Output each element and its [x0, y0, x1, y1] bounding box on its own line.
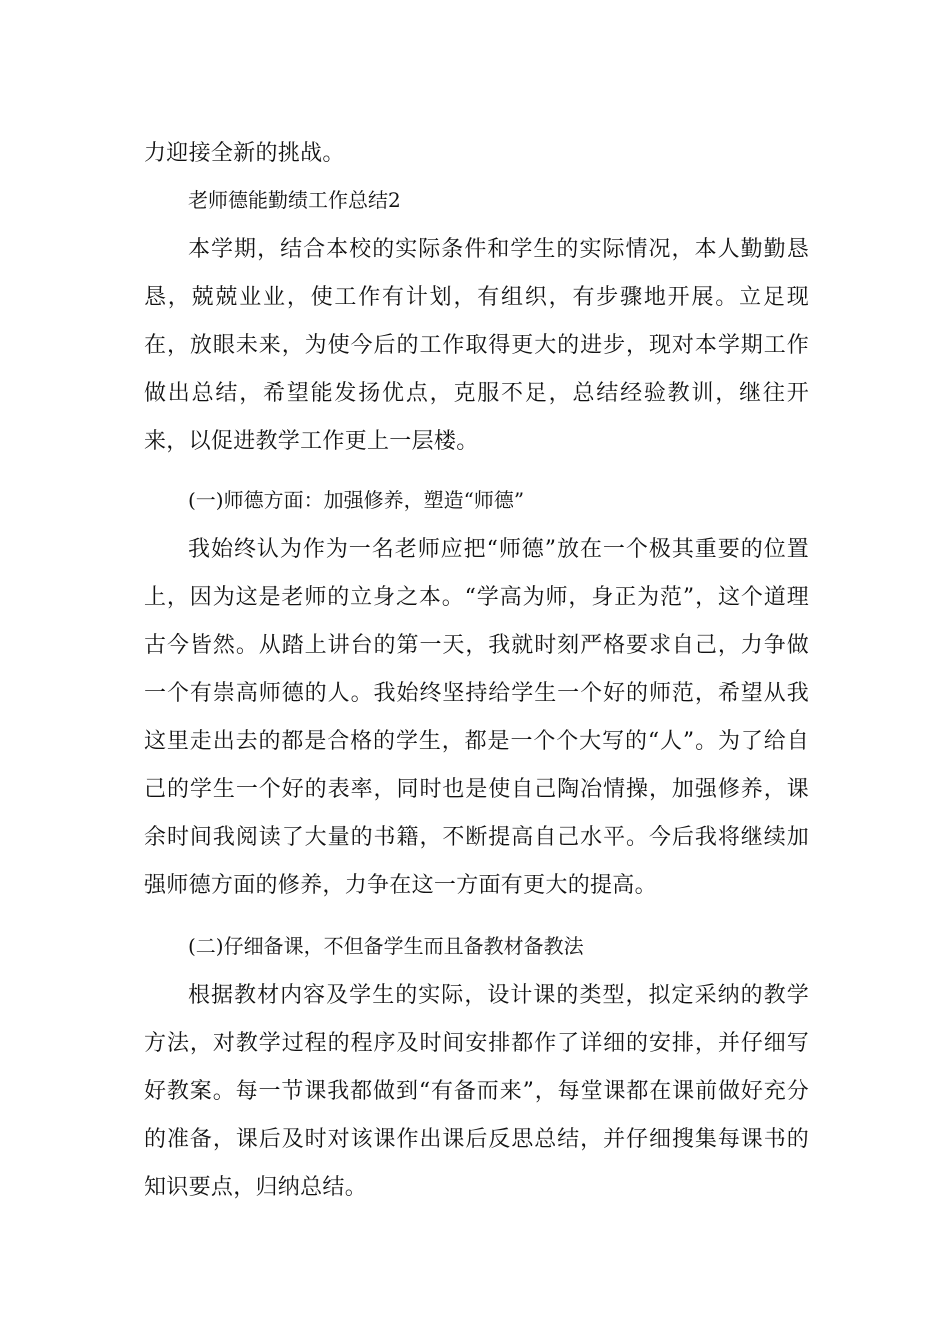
- document-title: 老师德能勤绩工作总结2: [188, 188, 401, 212]
- section-body-1: 我始终认为作为一名老师应把“师德”放在一个极其重要的位置上，因为这是老师的立身之本。“学高为师，身正为范”，这个道理古今皆然。从踏上讲台的第一天，我就时刻严格要求自己，力争做一个有崇高师德的人。我始终坚持给学生一个好的师范，希望从我这里走出去的都是合格的学生，都是一个个大写的“人”。为了给自己的学生一个好的表率，同时也是使自己陶冶情操，加强修养，课余时间我阅读了大量的书籍，不断提高自己水平。今后我将继续加强师德方面的修养，力争在这一方面有更大的提高。: [144, 537, 809, 898]
- section-body-2: 根据教材内容及学生的实际，设计课的类型，拟定采纳的教学方法，对教学过程的程序及时间安排都作了详细的安排，并仔细写好教案。每一节课我都做到“有备而来”，每堂课都在课前做好充分的准备，课后及时对该课作出课后反思总结，并仔细搜集每课书的知识要点，归纳总结。: [144, 983, 809, 1200]
- section-heading-1: (一)师德方面：加强修养，塑造“师德”: [188, 488, 525, 512]
- section-heading-2: (二)仔细备课，不但备学生而且备教材备教法: [188, 934, 584, 958]
- intro-paragraph: 本学期，结合本校的实际条件和学生的实际情况，本人勤勤恳恳，兢兢业业，使工作有计划，有组织，有步骤地开展。立足现在，放眼未来，为使今后的工作取得更大的进步，现对本学期工作做出总结，希望能发扬优点，克服不足，总结经验教训，继往开来，以促进教学工作更上一层楼。: [144, 237, 809, 454]
- continuation-paragraph: 力迎接全新的挑战。: [144, 141, 345, 166]
